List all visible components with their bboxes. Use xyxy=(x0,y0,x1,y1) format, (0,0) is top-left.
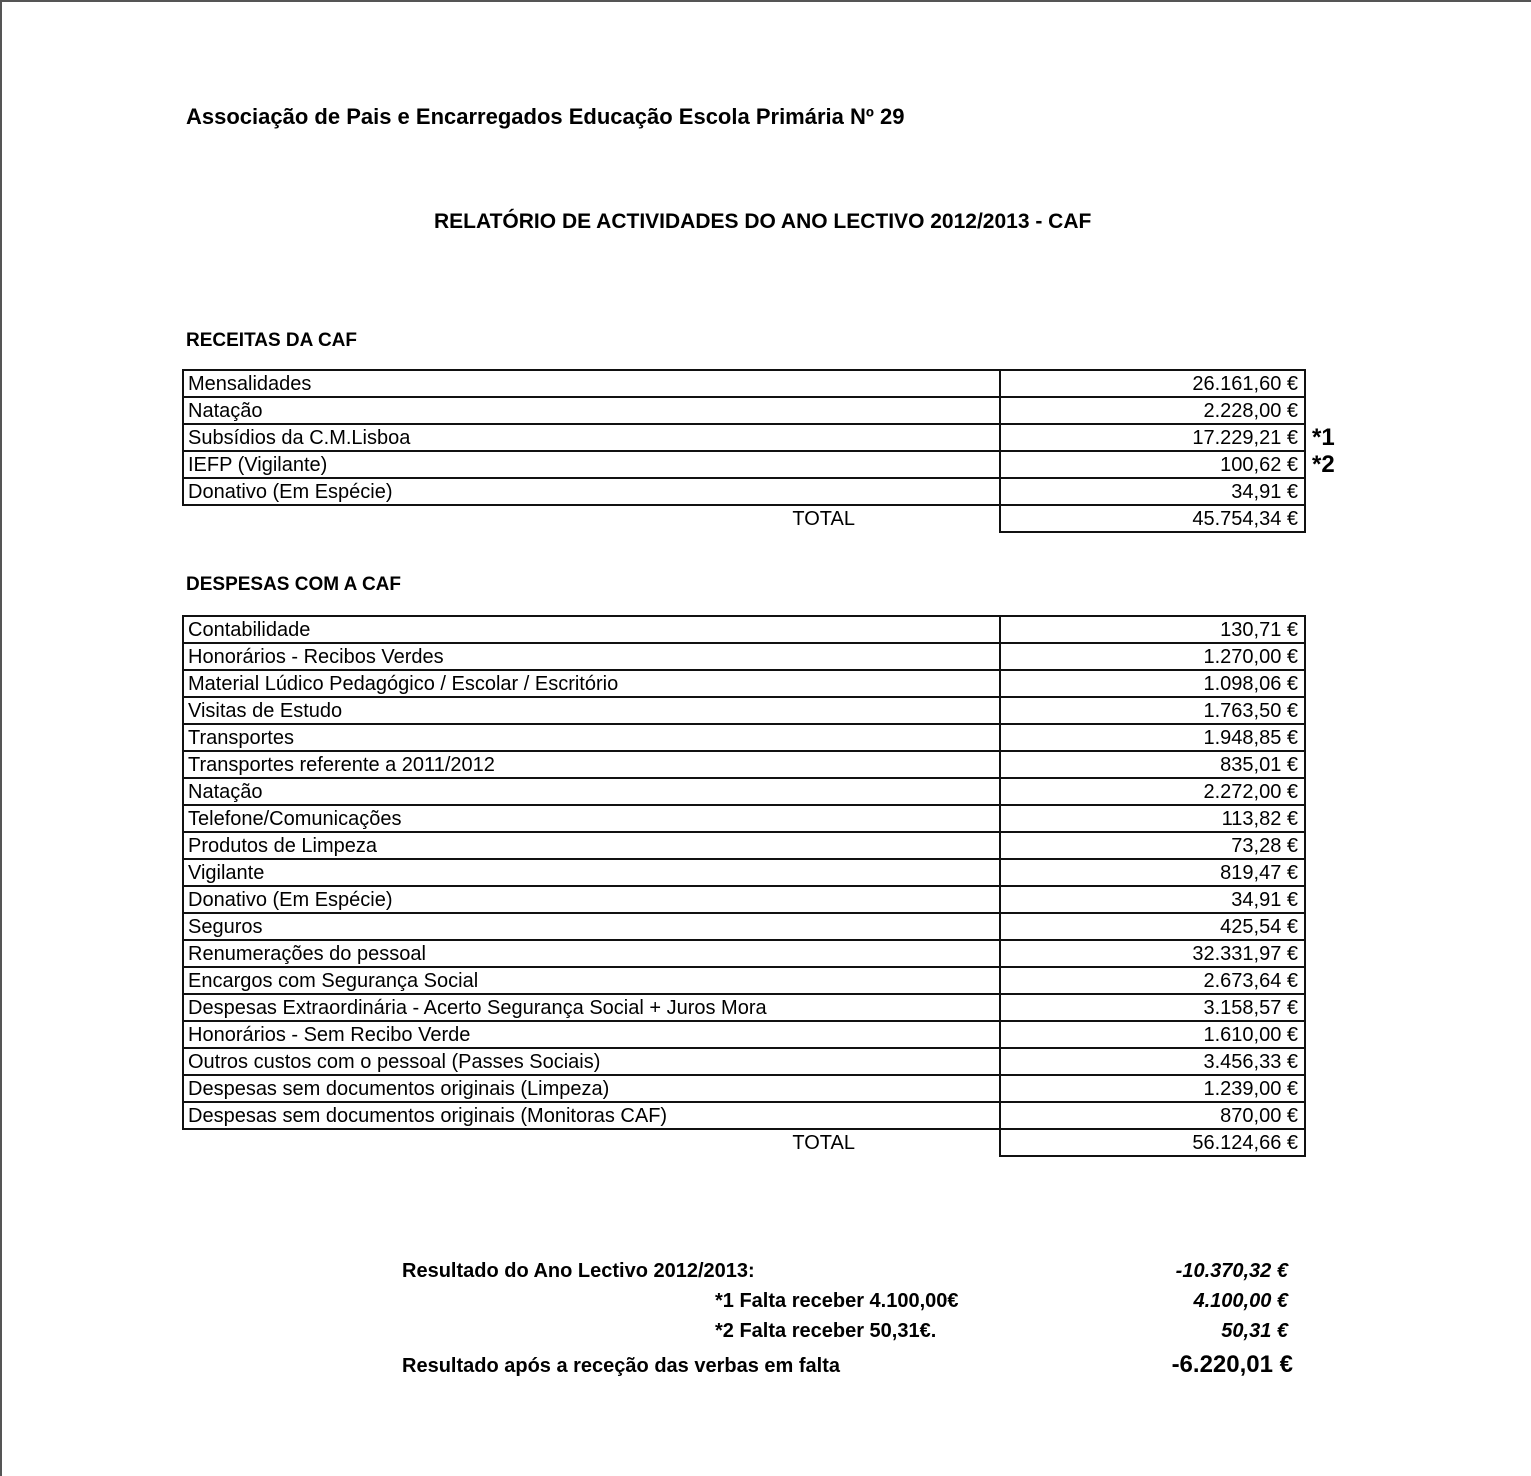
despesas-table xyxy=(182,615,1358,1157)
row-label: Donativo (Em Espécie) xyxy=(183,478,1000,505)
row-amount: 34,91 € xyxy=(1000,886,1305,913)
row-amount: 3.158,57 € xyxy=(1000,994,1305,1021)
total-label: TOTAL xyxy=(792,1132,855,1154)
row-label: Renumerações do pessoal xyxy=(183,940,1000,967)
row-amount: 1.763,50 € xyxy=(1000,697,1305,724)
row-amount: 835,01 € xyxy=(1000,751,1305,778)
row-label: Despesas sem documentos originais (Monitoras CAF) xyxy=(183,1102,1000,1129)
table-row xyxy=(183,424,1357,451)
row-label: IEFP (Vigilante) xyxy=(183,451,1000,478)
row-label: Honorários - Recibos Verdes xyxy=(183,643,1000,670)
row-note: *1 xyxy=(1312,423,1335,451)
row-amount: 425,54 € xyxy=(1000,913,1305,940)
row-label: Contabilidade xyxy=(183,616,1000,643)
row-label: Natação xyxy=(183,397,1000,424)
note1-value: 4.100,00 € xyxy=(1193,1290,1288,1312)
table-row xyxy=(183,778,1357,805)
row-label: Despesas Extraordinária - Acerto Segurança Social + Juros Mora xyxy=(183,994,1000,1021)
row-note: *2 xyxy=(1312,450,1335,478)
despesas-title: DESPESAS COM A CAF xyxy=(186,574,402,595)
row-amount: 113,82 € xyxy=(1000,805,1305,832)
final-result-label: Resultado após a receção das verbas em falta xyxy=(402,1355,840,1377)
row-label: Donativo (Em Espécie) xyxy=(183,886,1000,913)
row-label: Produtos de Limpeza xyxy=(183,832,1000,859)
row-label: Encargos com Segurança Social xyxy=(183,967,1000,994)
table-row xyxy=(183,643,1357,670)
result-value: -10.370,32 € xyxy=(1175,1260,1288,1282)
table-row xyxy=(183,832,1357,859)
row-amount: 1.270,00 € xyxy=(1000,643,1305,670)
row-amount: 2.272,00 € xyxy=(1000,778,1305,805)
row-amount: 819,47 € xyxy=(1000,859,1305,886)
row-label: Natação xyxy=(183,778,1000,805)
final-result-value: -6.220,01 € xyxy=(1171,1351,1293,1378)
row-amount: 2.228,00 € xyxy=(1000,397,1305,424)
note1-label: *1 Falta receber 4.100,00€ xyxy=(715,1290,959,1312)
table-row xyxy=(183,1021,1357,1048)
row-amount: 1.610,00 € xyxy=(1000,1021,1305,1048)
row-note xyxy=(1305,478,1357,505)
row-amount: 130,71 € xyxy=(1000,616,1305,643)
row-amount: 2.673,64 € xyxy=(1000,967,1305,994)
table-row xyxy=(183,886,1357,913)
table-row xyxy=(183,1048,1357,1075)
table-row xyxy=(183,370,1357,397)
row-amount: 32.331,97 € xyxy=(1000,940,1305,967)
total-row xyxy=(183,1129,1357,1156)
result-label: Resultado do Ano Lectivo 2012/2013: xyxy=(402,1260,755,1282)
row-label: Material Lúdico Pedagógico / Escolar / Escritório xyxy=(183,670,1000,697)
row-label: Vigilante xyxy=(183,859,1000,886)
row-label: Seguros xyxy=(183,913,1000,940)
table-row xyxy=(183,940,1357,967)
row-label: Transportes xyxy=(183,724,1000,751)
total-amount: 45.754,34 € xyxy=(1000,505,1305,532)
row-amount: 1.239,00 € xyxy=(1000,1075,1305,1102)
row-label: Visitas de Estudo xyxy=(183,697,1000,724)
table-row xyxy=(183,751,1357,778)
total-row xyxy=(183,505,1357,532)
table-row xyxy=(183,616,1357,643)
row-amount: 1.098,06 € xyxy=(1000,670,1305,697)
note2-label: *2 Falta receber 50,31€. xyxy=(715,1320,937,1342)
table-row xyxy=(183,1075,1357,1102)
total-label: TOTAL xyxy=(792,508,855,530)
row-amount: 100,62 € xyxy=(1000,451,1305,478)
row-label: Mensalidades xyxy=(183,370,1000,397)
row-amount: 3.456,33 € xyxy=(1000,1048,1305,1075)
row-label: Telefone/Comunicações xyxy=(183,805,1000,832)
table-row xyxy=(183,697,1357,724)
table-row xyxy=(183,913,1357,940)
row-label: Outros custos com o pessoal (Passes Sociais) xyxy=(183,1048,1000,1075)
row-amount: 17.229,21 € xyxy=(1000,424,1305,451)
table-row xyxy=(183,967,1357,994)
table-row xyxy=(183,397,1357,424)
table-row xyxy=(183,451,1357,478)
report-title: RELATÓRIO DE ACTIVIDADES DO ANO LECTIVO 2012/2013 - CAF xyxy=(434,210,1092,233)
note2-value: 50,31 € xyxy=(1221,1320,1288,1342)
total-amount: 56.124,66 € xyxy=(1000,1129,1305,1156)
row-note xyxy=(1305,397,1357,424)
table-row xyxy=(183,478,1357,505)
receitas-title: RECEITAS DA CAF xyxy=(186,330,357,351)
row-label: Honorários - Sem Recibo Verde xyxy=(183,1021,1000,1048)
row-note xyxy=(1305,370,1357,397)
row-amount: 34,91 € xyxy=(1000,478,1305,505)
table-row xyxy=(183,1102,1357,1129)
table-row xyxy=(183,994,1357,1021)
row-label: Despesas sem documentos originais (Limpeza) xyxy=(183,1075,1000,1102)
row-label: Subsídios da C.M.Lisboa xyxy=(183,424,1000,451)
table-row xyxy=(183,805,1357,832)
receitas-table xyxy=(182,369,1358,533)
row-label: Transportes referente a 2011/2012 xyxy=(183,751,1000,778)
table-row xyxy=(183,724,1357,751)
row-amount: 26.161,60 € xyxy=(1000,370,1305,397)
table-row xyxy=(183,859,1357,886)
organization-title: Associação de Pais e Encarregados Educação Escola Primária Nº 29 xyxy=(186,104,905,129)
row-amount: 870,00 € xyxy=(1000,1102,1305,1129)
row-amount: 1.948,85 € xyxy=(1000,724,1305,751)
table-row xyxy=(183,670,1357,697)
row-amount: 73,28 € xyxy=(1000,832,1305,859)
